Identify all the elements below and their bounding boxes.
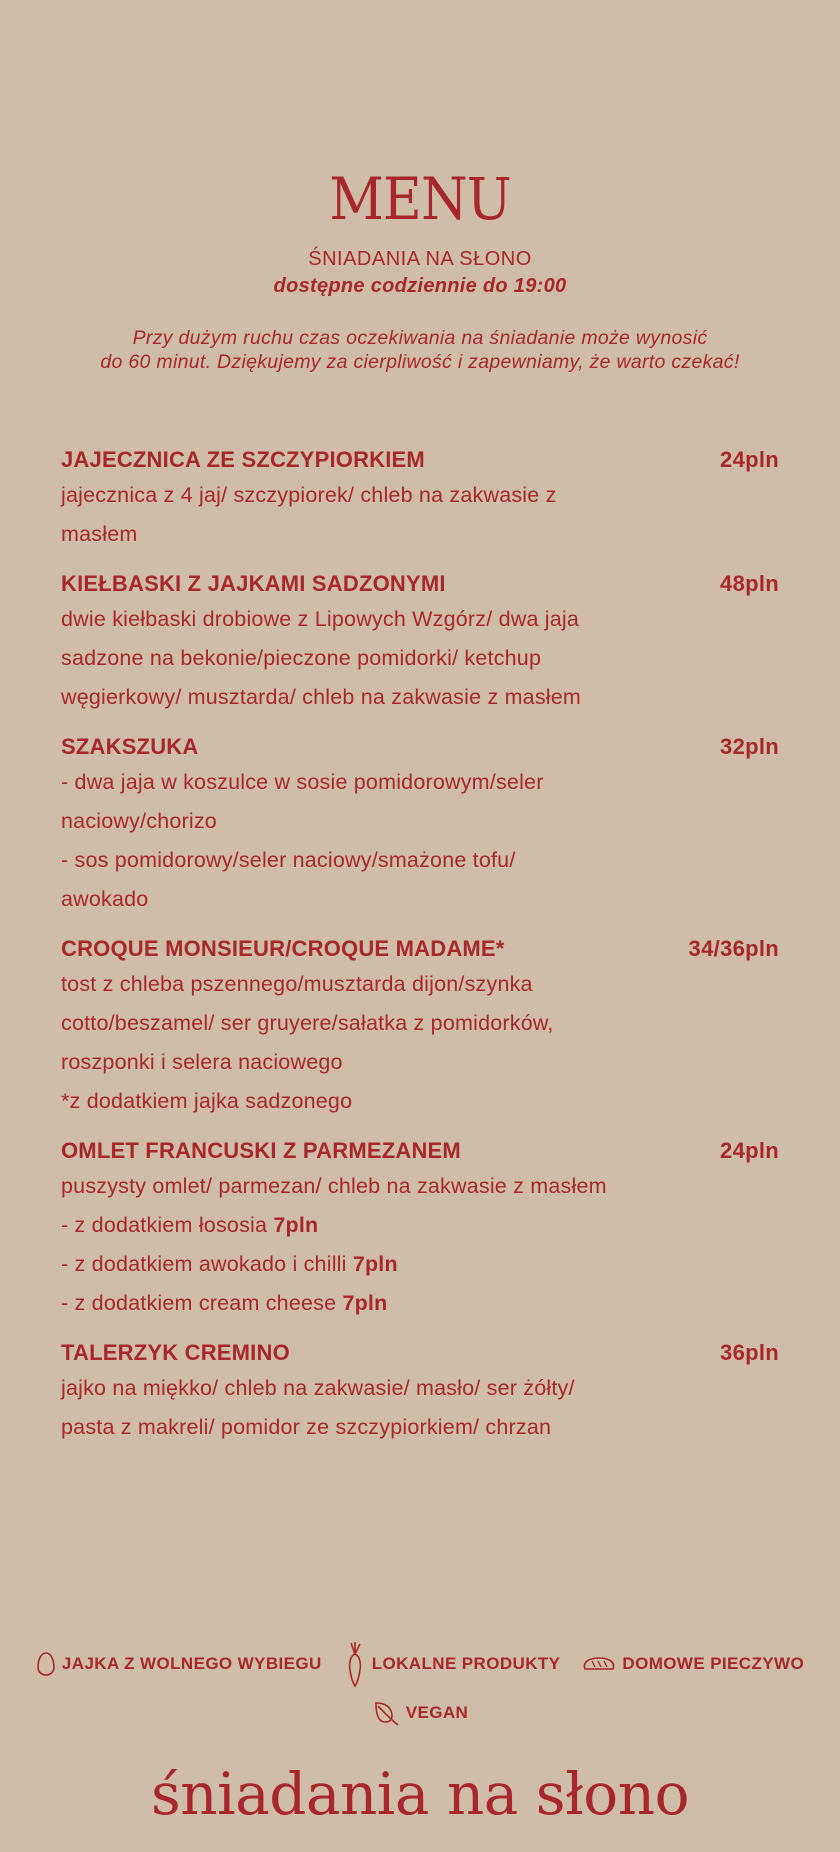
desc-line: naciowy/chorizo: [61, 809, 217, 833]
leaf-icon: [372, 1700, 400, 1726]
desc-line: sadzone na bekonie/pieczone pomidorki/ ketchup: [61, 646, 542, 670]
desc-line: węgierkowy/ musztarda/ chleb na zakwasie z masłem: [61, 685, 582, 709]
addon-price: 7pln: [273, 1213, 319, 1237]
item-name: CROQUE MONSIEUR/CROQUE MADAME*: [61, 936, 505, 961]
desc-line: masłem: [61, 522, 138, 546]
bread-icon: [582, 1655, 616, 1673]
note-line: Przy dużym ruchu czas oczekiwania na śniadanie może wynosić: [132, 327, 708, 349]
menu-header: [0, 165, 840, 374]
menu-title: MENU: [329, 165, 511, 233]
waiting-time-note: [0, 326, 840, 374]
item-description: [61, 476, 661, 554]
addon-text: - z dodatkiem łososia: [61, 1213, 274, 1237]
desc-line: jajecznica z 4 jaj/ szczypiorek/ chleb na zakwasie z: [61, 483, 557, 507]
menu-item: [61, 1133, 779, 1323]
menu-item: [61, 566, 779, 717]
desc-line: - dwa jaja w koszulce w sosie pomidorowym/seler: [61, 770, 544, 794]
legend-row-2: [0, 1700, 840, 1726]
item-price: 36pln: [720, 1340, 779, 1365]
legend: [0, 1640, 840, 1688]
desc-line: awokado: [61, 887, 149, 911]
legend-label: LOKALNE PRODUKTY: [371, 1654, 561, 1673]
desc-line: jajko na miękko/ chleb na zakwasie/ masło/ ser żółty/: [61, 1376, 575, 1400]
desc-line: *z dodatkiem jajka sadzonego: [61, 1089, 353, 1113]
addon-line: [61, 1245, 661, 1284]
item-name: TALERZYK CREMINO: [61, 1340, 290, 1365]
item-name: KIEŁBASKI Z JAJKAMI SADZONYMI: [61, 571, 446, 596]
availability-note: dostępne codziennie do 19:00: [273, 275, 567, 297]
addon-text: - z dodatkiem cream cheese: [61, 1291, 343, 1315]
menu-item: [61, 931, 779, 1121]
item-name: SZAKSZUKA: [61, 734, 199, 759]
item-description: [61, 1167, 661, 1323]
note-line: do 60 minut. Dziękujemy za cierpliwość i zapewniamy, że warto czekać!: [100, 351, 740, 373]
menu-item: [61, 442, 779, 554]
desc-line: cotto/beszamel/ ser gruyere/sałatka z pomidorków,: [61, 1011, 554, 1035]
item-name: JAJECZNICA ZE SZCZYPIORKIEM: [61, 447, 425, 472]
item-price: 48pln: [720, 571, 779, 596]
menu-subtitle: ŚNIADANIA NA SŁONO: [308, 248, 532, 270]
legend-label: VEGAN: [405, 1703, 469, 1722]
addon-price: 7pln: [342, 1291, 388, 1315]
menu-item: [61, 729, 779, 919]
footer-title: śniadania na słono: [150, 1760, 689, 1828]
item-price: 24pln: [720, 1138, 779, 1163]
desc-line: - sos pomidorowy/seler naciowy/smażone tofu/: [61, 848, 516, 872]
item-name: OMLET FRANCUSKI Z PARMEZANEM: [61, 1138, 461, 1163]
item-price: 34/36pln: [688, 936, 779, 961]
addon-price: 7pln: [352, 1252, 398, 1276]
item-price: 24pln: [720, 447, 779, 472]
desc-line: pasta z makreli/ pomidor ze szczypiorkiem/ chrzan: [61, 1415, 552, 1439]
item-description: [61, 600, 661, 717]
legend-eggs: [36, 1651, 322, 1677]
item-description: [61, 965, 661, 1121]
menu-item: [61, 1335, 779, 1447]
egg-icon: [36, 1651, 56, 1677]
addon-line: [61, 1206, 661, 1245]
desc-line: tost z chleba pszennego/musztarda dijon/szynka: [61, 972, 533, 996]
menu-items: [61, 442, 779, 1459]
desc-line: puszysty omlet/ parmezan/ chleb na zakwasie z masłem: [61, 1174, 607, 1198]
legend-label: DOMOWE PIECZYWO: [622, 1654, 805, 1673]
legend-vegan: [372, 1700, 468, 1726]
item-price: 32pln: [720, 734, 779, 759]
item-description: [61, 1369, 661, 1447]
desc-line: roszponki i selera naciowego: [61, 1050, 343, 1074]
legend-label: JAJKA Z WOLNEGO WYBIEGU: [61, 1654, 322, 1673]
addon-text: - z dodatkiem awokado i chilli: [61, 1252, 353, 1276]
carrot-icon: [344, 1640, 366, 1688]
legend-local: [344, 1640, 561, 1688]
item-description: [61, 763, 661, 919]
legend-bread: [582, 1654, 804, 1674]
addon-line: [61, 1284, 661, 1323]
desc-line: dwie kiełbaski drobiowe z Lipowych Wzgórz/ dwa jaja: [61, 607, 580, 631]
